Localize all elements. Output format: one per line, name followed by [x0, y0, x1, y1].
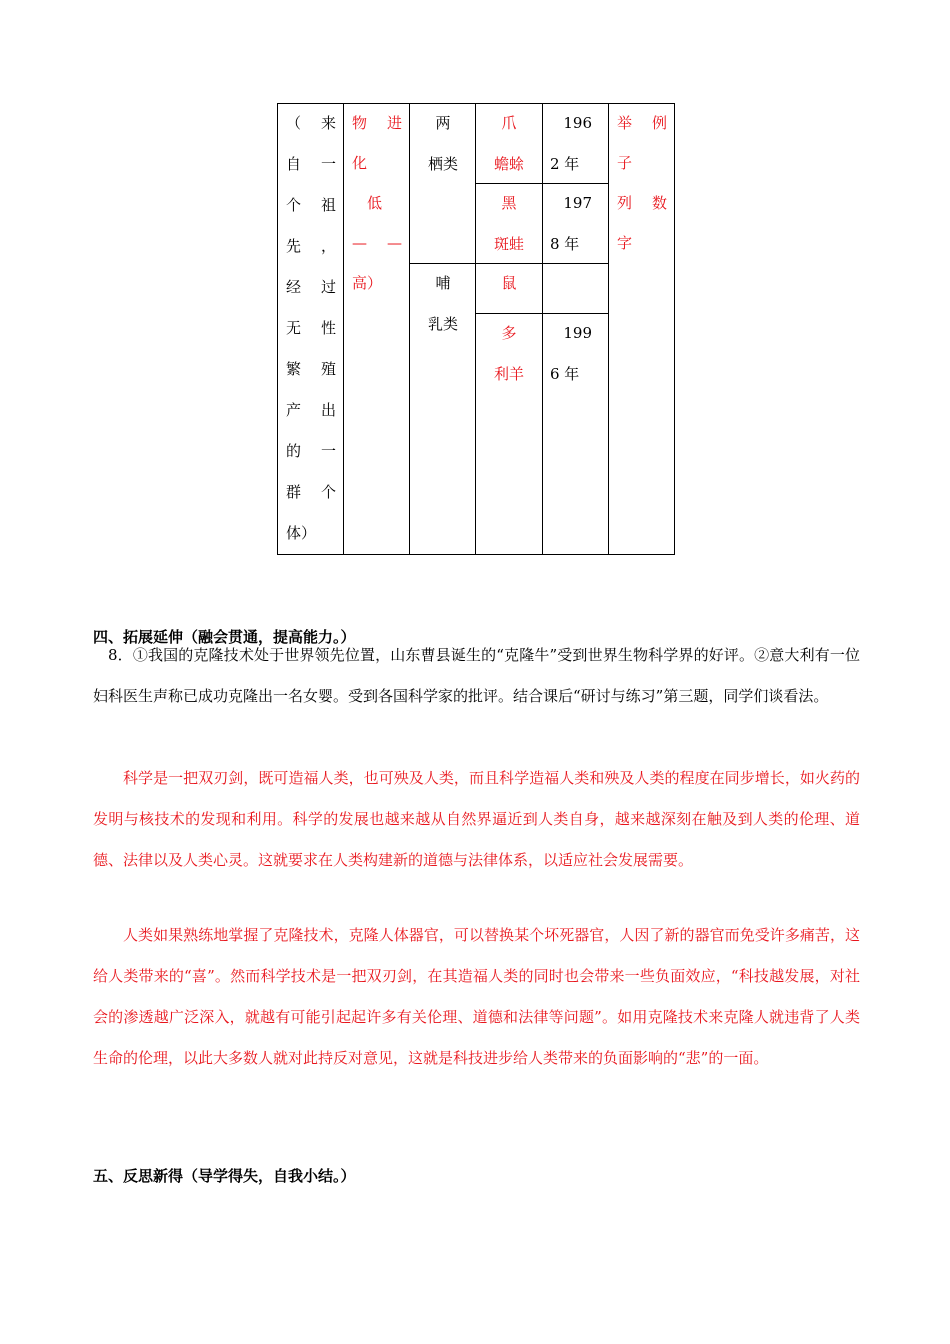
col2-line: 低 — [352, 194, 383, 212]
answer-1 — [93, 758, 860, 881]
col4-row4 — [484, 313, 534, 395]
col1-line: 体） — [286, 524, 317, 542]
col6-text — [617, 103, 667, 263]
col5-line: 6 年 — [550, 365, 580, 383]
answer-2-text: 人类如果熟练地掌握了克隆技术，克隆人体器官，可以替换某个坏死器官，人因了新的器官而免受许多痛苦，这给人类带来的“喜”。然而科学技术是一把双刃剑，在其造福人类的同时也会带来一些负面效应，“科技越发展，对社会的渗透越广泛深入，就越有可能引起起许多有关伦理、道德和法律等问题”。如用克隆技术来克隆人就违背了人类生命的伦理，以此大多数人就对此持反对意见，这就是科技进步给人类带来的负面影响的“悲”的一面。 — [93, 926, 860, 1067]
col5-row1 — [550, 103, 602, 185]
col5-line: 199 — [563, 324, 592, 342]
col2-line: 高） — [352, 274, 383, 292]
table-left-border — [277, 103, 278, 555]
col2-line: 化 — [352, 154, 368, 172]
col3a-line: 两 — [435, 114, 451, 132]
col4-line: 多 — [501, 324, 517, 342]
col1-line: 群 个 — [286, 483, 336, 501]
col-divider-5 — [608, 103, 609, 555]
table-bottom-border — [277, 554, 675, 555]
col1-line: 先 ， — [286, 237, 336, 255]
section5-heading: 五、反思新得（导学得失，自我小结。） — [93, 1167, 356, 1185]
col1-line: 个 祖 — [286, 196, 336, 214]
table-top-border — [277, 103, 675, 104]
col3-amphibians — [418, 103, 468, 185]
col-divider-4 — [542, 103, 543, 555]
col6-line: 举 例 — [617, 114, 667, 132]
col3a-line: 栖类 — [427, 155, 458, 173]
col5-line: 2 年 — [550, 155, 580, 173]
col4-line: 鼠 — [501, 274, 517, 292]
col2-text — [352, 103, 402, 303]
col-divider-3 — [475, 103, 476, 555]
col4-line: 蟾蜍 — [493, 155, 524, 173]
col5-line: 8 年 — [550, 235, 580, 253]
col5-row2 — [550, 183, 602, 265]
col5-line: 196 — [563, 114, 592, 132]
col6-line: 字 — [617, 234, 633, 252]
col-divider-1 — [343, 103, 344, 555]
col1-line: 产 出 — [286, 401, 336, 419]
section4-heading: 四、拓展延伸（融会贯通，提高能力。） — [93, 628, 356, 646]
col3b-line: 乳类 — [427, 315, 458, 333]
col4-line: 斑蛙 — [493, 235, 524, 253]
table-right-border — [674, 103, 675, 555]
col5-line: 197 — [563, 194, 592, 212]
col3-mammals — [418, 263, 468, 345]
col4-line: 利羊 — [493, 365, 524, 383]
col6-line: 列 数 — [617, 194, 667, 212]
classification-table — [277, 103, 675, 555]
col4-line: 黑 — [501, 194, 517, 212]
col1-line: 无 性 — [286, 319, 336, 337]
col4-line: 爪 — [501, 114, 517, 132]
col4-row2 — [484, 183, 534, 265]
section4-question — [93, 635, 860, 717]
col4-row1 — [484, 103, 534, 185]
col1-line: 繁 殖 — [286, 360, 336, 378]
col1-text — [286, 103, 336, 554]
answer-2 — [93, 915, 860, 1079]
col2-line: — — — [352, 234, 402, 252]
col4-row3 — [484, 263, 534, 304]
col-divider-2 — [409, 103, 410, 555]
col1-line: 的 一 — [286, 442, 336, 460]
col6-line: 子 — [617, 154, 633, 172]
col1-line: 经 过 — [286, 278, 336, 296]
col3b-line: 哺 — [435, 274, 451, 292]
question-text: 8．①我国的克隆技术处于世界领先位置，山东曹县诞生的“克隆牛”受到世界生物科学界的好评。②意大利有一位妇科医生声称已成功克隆出一名女婴。受到各国科学家的批评。结合课后“研讨与练习”第三题，同学们谈看法。 — [93, 646, 860, 705]
col5-row4 — [550, 313, 602, 395]
col1-line: （ 来 — [286, 114, 336, 132]
answer-1-text: 科学是一把双刃剑，既可造福人类，也可殃及人类，而且科学造福人类和殃及人类的程度在同步增长，如火药的发明与核技术的发现和利用。科学的发展也越来越从自然界逼近到人类自身，越来越深刻在触及到人类的伦理、道德、法律以及人类心灵。这就要求在人类构建新的道德与法律体系，以适应社会发展需要。 — [93, 769, 860, 869]
col1-line: 自 一 — [286, 155, 336, 173]
col2-line: 物 进 — [352, 114, 402, 132]
